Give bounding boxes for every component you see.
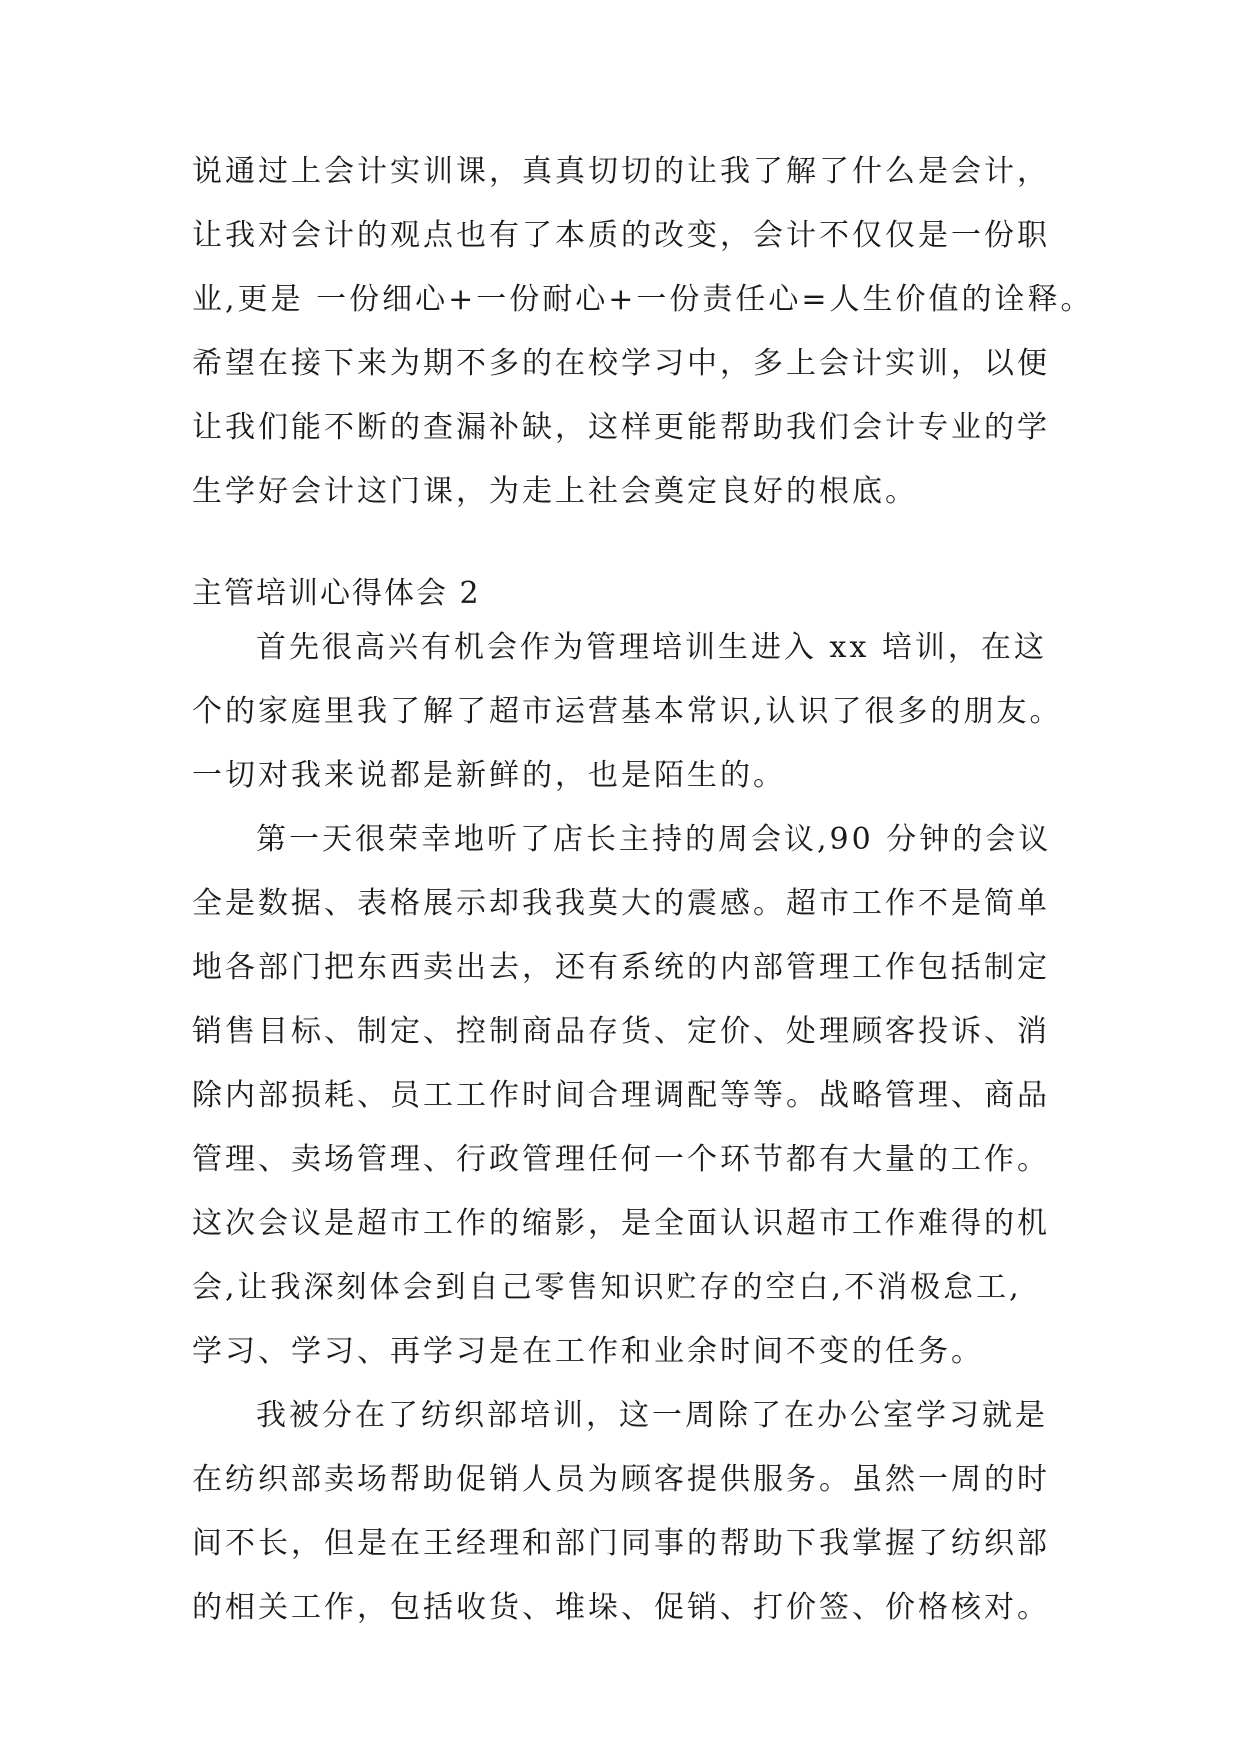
- text-line: 在纺织部卖场帮助促销人员为顾客提供服务。虽然一周的时: [192, 1462, 1050, 1497]
- text-line: 间不长，但是在王经理和部门同事的帮助下我掌握了纺织部: [192, 1526, 1050, 1561]
- text-line: 我被分在了纺织部培训，这一周除了在办公室学习就是: [256, 1398, 1048, 1433]
- text-line: 会,让我深刻体会到自己零售知识贮存的空白,不消极怠工,: [192, 1270, 1022, 1305]
- text-line: 业,更是 一份细心+一份耐心+一份责任心=人生价值的诠释。: [192, 282, 1094, 317]
- text-line: 除内部损耗、员工工作时间合理调配等等。战略管理、商品: [192, 1078, 1050, 1113]
- section-title: 主管培训心得体会 2: [192, 576, 481, 611]
- text-line: 第一天很荣幸地听了店长主持的周会议,90 分钟的会议: [256, 822, 1052, 857]
- text-line: 的相关工作，包括收货、堆垛、促销、打价签、价格核对。: [192, 1590, 1050, 1625]
- text-line: 一切对我来说都是新鲜的，也是陌生的。: [192, 758, 786, 793]
- text-line: 销售目标、制定、控制商品存货、定价、处理顾客投诉、消: [192, 1014, 1050, 1049]
- text-line: 个的家庭里我了解了超市运营基本常识,认识了很多的朋友。: [192, 694, 1063, 729]
- text-line: 管理、卖场管理、行政管理任何一个环节都有大量的工作。: [192, 1142, 1050, 1177]
- text-line: 让我们能不断的查漏补缺，这样更能帮助我们会计专业的学: [192, 410, 1050, 445]
- text-line: 学习、学习、再学习是在工作和业余时间不变的任务。: [192, 1334, 984, 1369]
- text-line: 说通过上会计实训课，真真切切的让我了解了什么是会计，: [192, 154, 1050, 189]
- text-line: 这次会议是超市工作的缩影，是全面认识超市工作难得的机: [192, 1206, 1050, 1241]
- text-line: 让我对会计的观点也有了本质的改变，会计不仅仅是一份职: [192, 218, 1050, 253]
- text-line: 全是数据、表格展示却我我莫大的震感。超市工作不是简单: [192, 886, 1050, 921]
- text-line: 首先很高兴有机会作为管理培训生进入 xx 培训，在这: [256, 630, 1047, 665]
- text-line: 生学好会计这门课，为走上社会奠定良好的根底。: [192, 474, 918, 509]
- text-line: 地各部门把东西卖出去，还有系统的内部管理工作包括制定: [192, 950, 1050, 985]
- text-line: 希望在接下来为期不多的在校学习中，多上会计实训，以便: [192, 346, 1050, 381]
